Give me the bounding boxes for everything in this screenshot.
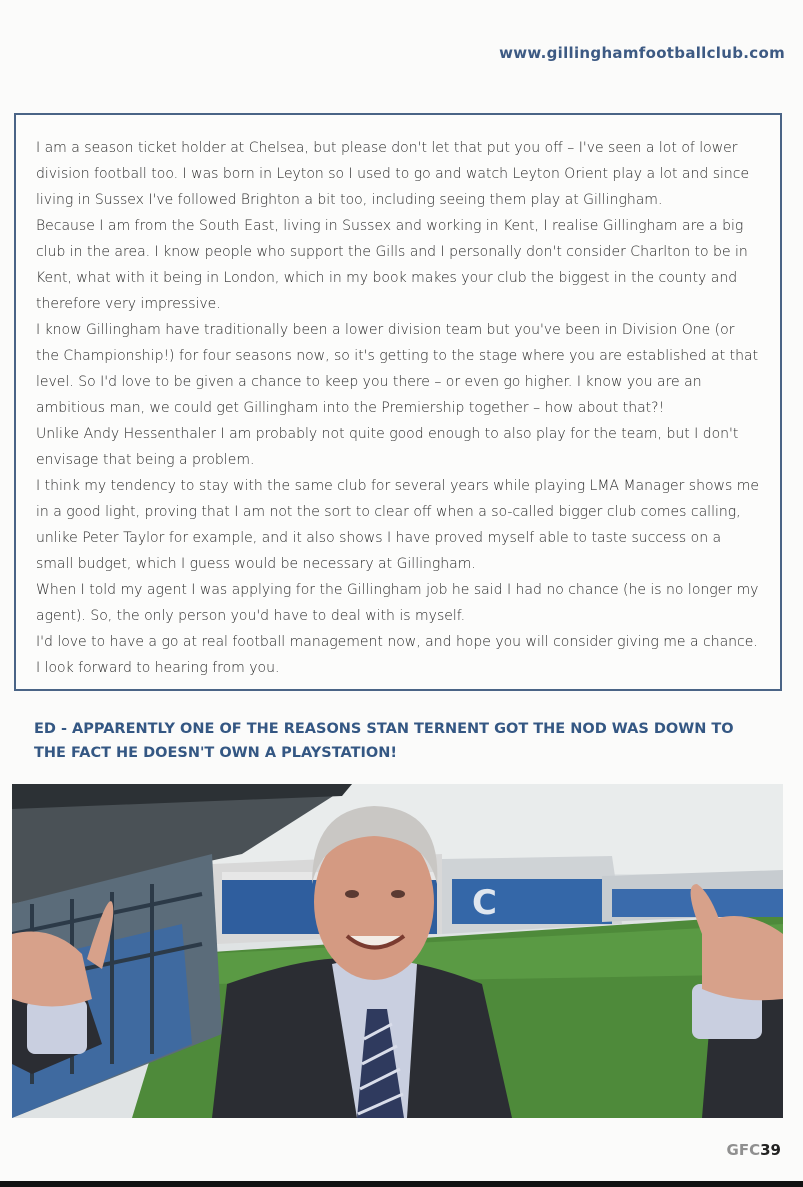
page-number [727, 1141, 781, 1159]
manager-photo [12, 784, 783, 1118]
letter-paragraph: I know Gillingham have traditionally been a lower division team but you've been in Division One (or the Championship!) for four seasons now, so it's getting to the stage where you are established at that level. So I'd love to be given a chance to keep you there – or even go higher. I know you are an ambitious man, we could get Gillingham into the Premiership together – how about that?! [36, 322, 759, 416]
website-url: www.gillinghamfootballclub.com [499, 44, 785, 62]
letter-paragraph: Unlike Andy Hessenthaler I am probably not quite good enough to also play for the team, but I don't envisage that being a problem. [36, 426, 739, 468]
page-number-value: 39 [760, 1141, 781, 1159]
page-number-prefix: GFC [726, 1141, 761, 1159]
letter-paragraph: I'd love to have a go at real football management now, and hope you will consider giving me a chance. I look forward to hearing from you. [36, 634, 758, 676]
letter-paragraph: I am a season ticket holder at Chelsea, but please don't let that put you off – I've seen a lot of lower division football too. I was born in Leyton so I used to go and watch Leyton Orient play a lot and since living in Sussex I've followed Brighton a bit too, including seeing them play at Gillingham. [36, 140, 750, 208]
editor-note: ED - APPARENTLY ONE OF THE REASONS STAN TERNENT GOT THE NOD WAS DOWN TO THE FACT HE DOESN'T OWN A PLAYSTATION! [34, 721, 734, 761]
letter-box [14, 113, 782, 691]
letter-paragraph: Because I am from the South East, living in Sussex and working in Kent, I realise Gillingham are a big club in the area. I know people who support the Gills and I personally don't consider Charlton to be in Kent, what with it being in London, which in my book makes your club the biggest in the county and therefore very impressive. [36, 218, 748, 312]
letter-paragraph: When I told my agent I was applying for the Gillingham job he said I had no chance (he is no longer my agent). So, the only person you'd have to deal with is myself. [36, 582, 759, 624]
svg-text:C: C [472, 883, 497, 923]
bottom-edge-bar [0, 1181, 803, 1187]
letter-paragraph: I think my tendency to stay with the same club for several years while playing LMA Manager shows me in a good light, proving that I am not the sort to clear off when a so-called bigger club comes calling, unlike Peter Taylor for example, and it also shows I have proved myself able to taste success on a small budget, which I guess would be necessary at Gillingham. [36, 478, 759, 572]
